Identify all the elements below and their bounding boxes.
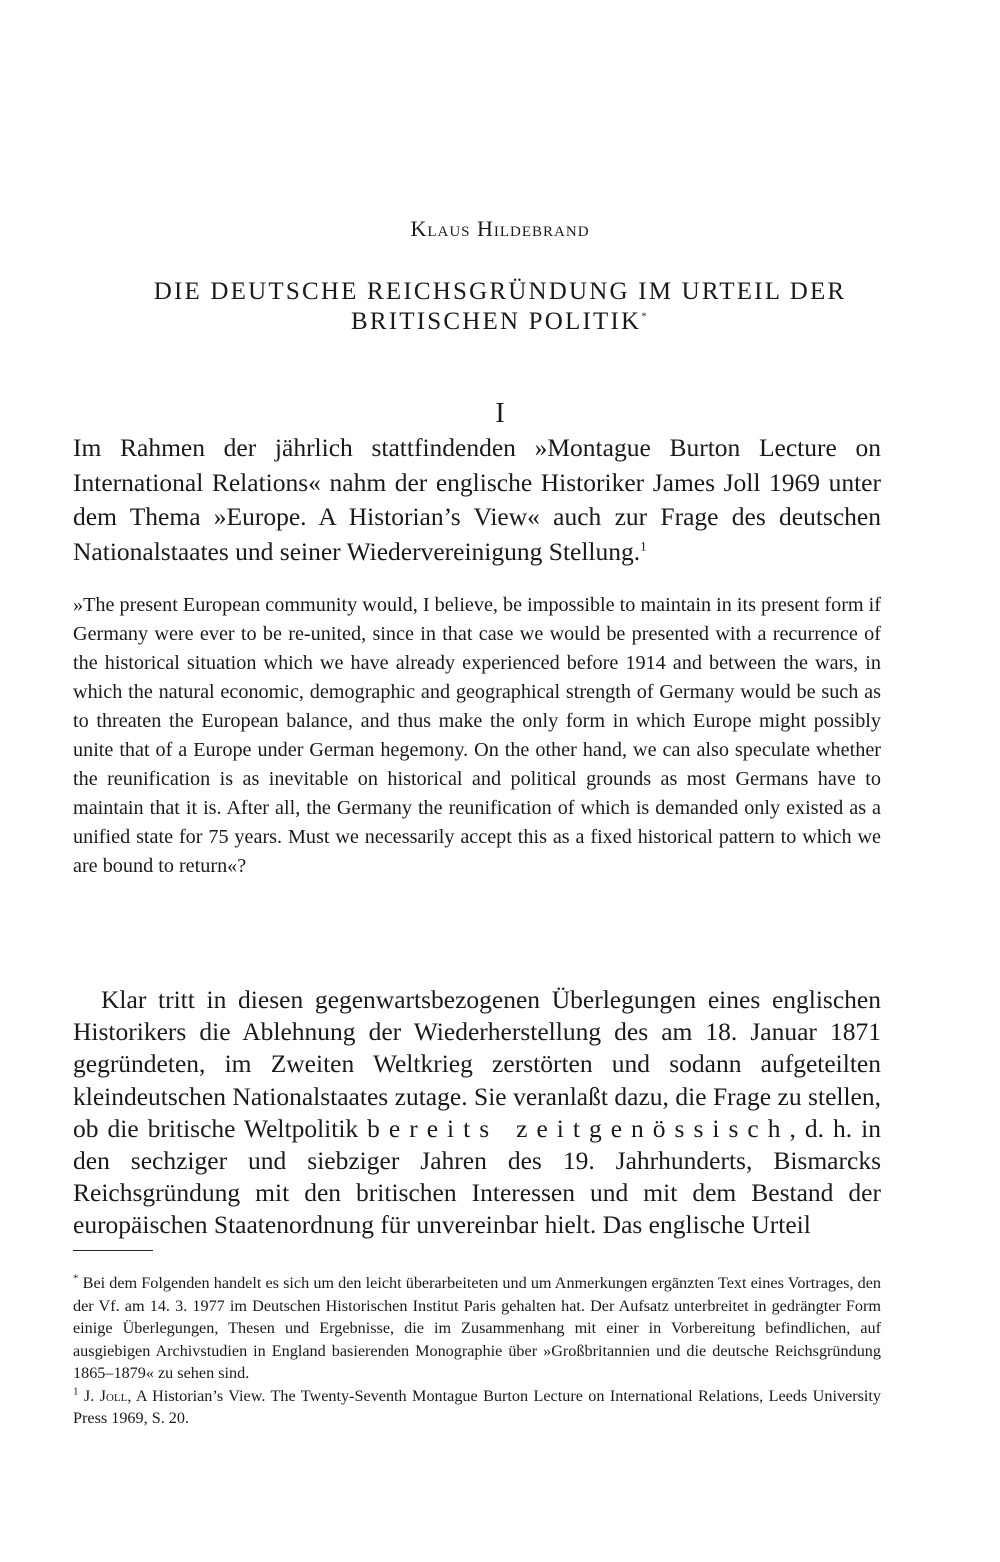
footnote-star bbox=[73, 1272, 881, 1385]
intro-paragraph bbox=[73, 431, 881, 570]
footnote-1-text: , A Historian’s View. The Twenty-Seventh Montague Burton Lecture on International Relations, Leeds University Press 1969, S. 20. bbox=[73, 1386, 882, 1427]
title-line-2-text: BRITISCHEN POLITIK bbox=[351, 308, 642, 335]
footnote-star-text: Bei dem Folgenden handelt es sich um den leicht überarbeiteten und um Anmerkungen ergänzten Text eines Vortrages, den der Vf. am 14. 3. 1977 im Deutschen Historischen Institut Paris gehalten hat. Der Aufsatz unterbreitet in gedrängter Form einige Überlegungen, Thesen und Ergebnisse, die im Zusammenhang mit einer in Vorbereitung befindlichen, auf ausgiebigen Archivstudien in England basierenden Monographie über »Großbritannien und die deutsche Reichsgründung 1865–1879« zu sehen sind. bbox=[73, 1274, 882, 1382]
footnote-1-marker: 1 bbox=[73, 1385, 79, 1398]
author-name: Klaus Hildebrand bbox=[410, 216, 590, 241]
title-line-1: DIE DEUTSCHE REICHSGRÜNDUNG IM URTEIL DER bbox=[153, 278, 847, 305]
footnote-star-marker: * bbox=[73, 1272, 79, 1285]
footnote-divider bbox=[73, 1250, 153, 1251]
main-text-after: , d. h. in den sechziger und siebziger Jahren des 19. Jahrhunderts, Bismarcks Reichsgründung mit den britischen Interessen und mit dem Bestand der europäischen Staatenordnung für unvereinbar hielt. Das englische Urteil bbox=[73, 1113, 881, 1240]
section-number: I bbox=[495, 398, 505, 429]
title-footnote-marker[interactable]: * bbox=[641, 310, 649, 323]
footnote-ref-1[interactable]: 1 bbox=[640, 538, 647, 554]
footnotes bbox=[73, 1272, 881, 1430]
footnote-1 bbox=[73, 1385, 881, 1430]
article-title bbox=[90, 277, 910, 337]
main-text-emphasis: bereits zeitgenössisch bbox=[367, 1113, 790, 1143]
main-paragraph bbox=[73, 984, 881, 1242]
block-quote: »The present European community would, I believe, be impossible to maintain in its present form if Germany were ever to be re-united, since in that case we would be presented with a recurrence of the historical situation which we have already experienced before 1914 and between the wars, in which the natural economic, demographic and geographical strength of Germany would be such as to threaten the European balance, and thus make the only form in which Europe might possibly unite that of a Europe under German hegemony. On the other hand, we can also speculate whether the reunification is as inevitable on historical and political grounds as most Germans have to maintain that it is. After all, the Germany the reunification of which is demanded only existed as a unified state for 75 years. Must we necessarily accept this as a fixed historical pattern to which we are bound to return«? bbox=[73, 594, 881, 877]
main-text-before: Klar tritt in diesen gegenwartsbezogenen Überlegungen eines englischen Historikers die Ablehnung der Wiederherstellung des am 18. Januar 1871 gegründeten, im Zweiten Weltkrieg zerstörten und sodann aufgeteilten kleindeutschen Nationalstaates zutage. Sie veranlaßt dazu, die Frage zu stellen, ob die britische Weltpolitik bbox=[73, 985, 881, 1143]
title-line-2 bbox=[90, 307, 910, 337]
intro-text: Im Rahmen der jährlich stattfindenden »Montague Burton Lecture on International Relations« nahm der englische Historiker James Joll 1969 unter dem Thema »Europe. A Historian’s View« auch zur Frage des deutschen Nationalstaates und seiner Wiedervereinigung Stellung. bbox=[73, 433, 881, 567]
footnote-1-author: J. Joll bbox=[83, 1386, 128, 1405]
